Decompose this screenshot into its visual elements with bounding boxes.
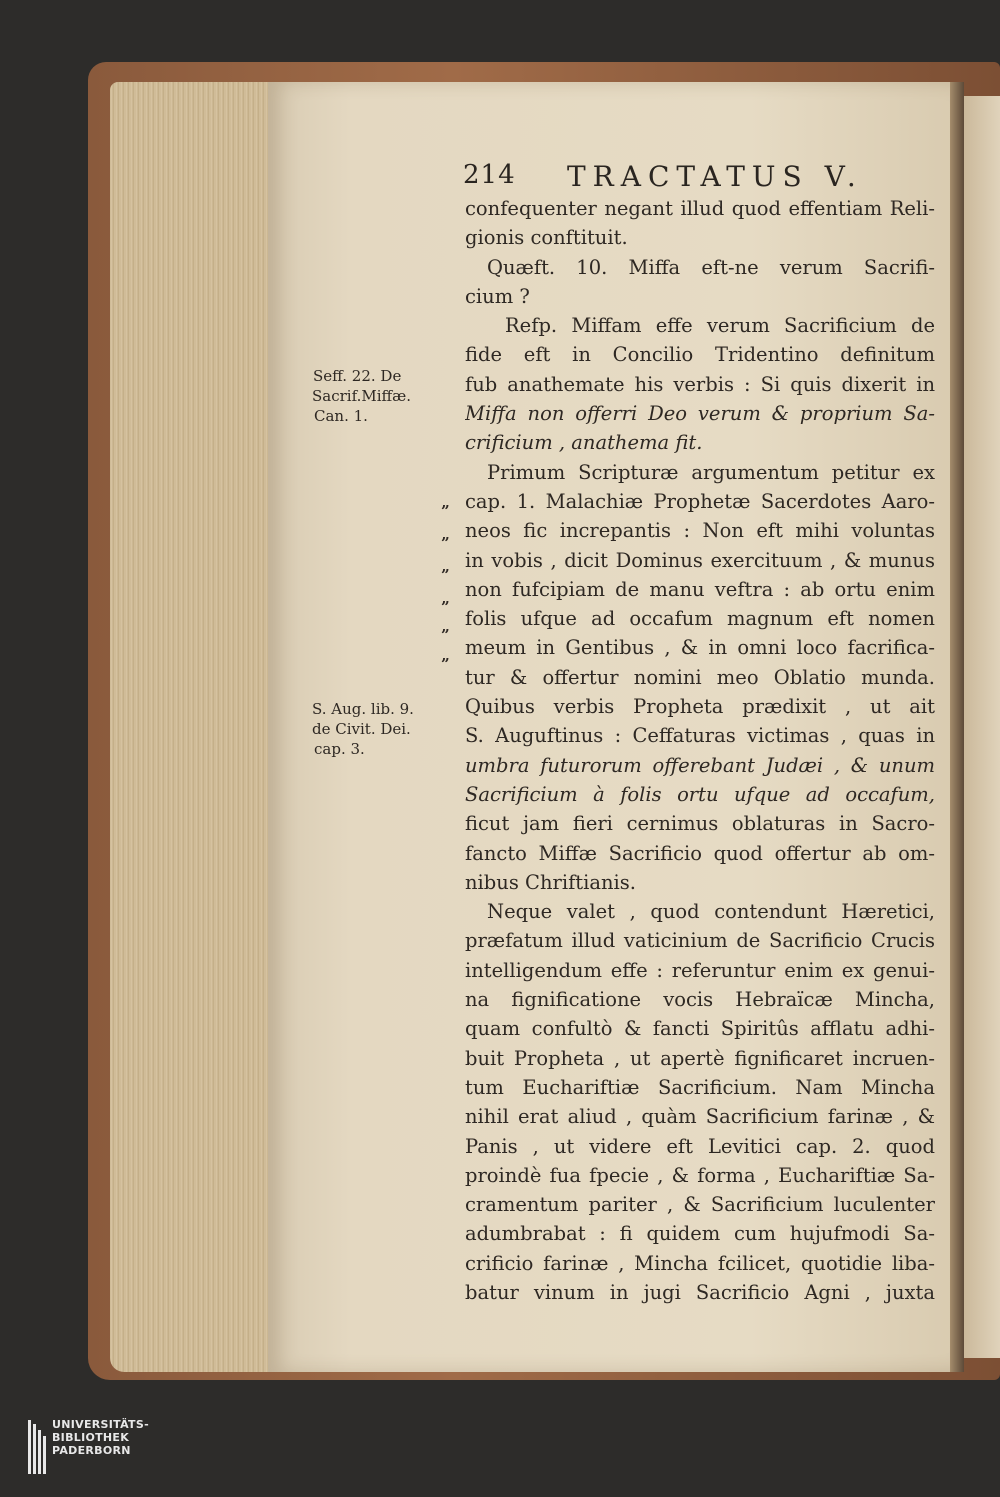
library-logo-icon [28,1420,48,1474]
text-line: batur vinum in jugi Sacrificio Agni , juxta [465,1280,935,1304]
logo-line: BIBLIOTHEK [52,1431,130,1444]
text-line: cap. 1. Malachiæ Prophetæ Sacerdotes Aaro- [465,489,935,513]
margin-note: Seff. 22. De [313,367,402,385]
text-line: cramentum pariter , & Sacrificium luculenter [465,1193,935,1217]
text-line: crificium , anathema fit. [465,431,703,455]
page-number: 214 [463,160,516,190]
text-line: Sacrificium à folis ortu ufque ad occafum, [465,782,935,806]
margin-note: cap. 3. [314,740,365,758]
text-line: tur & offertur nomini meo Oblatio munda. [465,665,935,689]
text-line: proindè fua fpecie , & forma , Euchariftiæ Sa- [465,1163,935,1187]
page-edges [110,82,280,1372]
margin-note: Can. 1. [314,407,368,425]
facing-page-edge [964,96,1000,1358]
text-line: S. Auguftinus : Ceffaturas victimas , quas in [465,724,935,748]
text-line: folis ufque ad occafum magnum eft nomen [465,607,935,631]
quote-mark: ” [441,566,449,584]
text-line: nihil erat aliud , quàm Sacrificium farinæ , & [465,1105,935,1129]
text-line: intelligendum effe : referuntur enim ex genui- [465,958,935,982]
text-line: ficut jam fieri cernimus oblaturas in Sacro- [465,812,935,836]
logo-line: UNIVERSITÄTS- [52,1418,149,1431]
book-gutter [950,82,964,1372]
text-line: fancto Miffæ Sacrificio quod offertur ab om- [465,841,935,865]
text-line: fub anathemate his verbis : Si quis dixerit in [465,372,935,396]
library-footer [0,1402,1000,1497]
text-line: confequenter negant illud quod effentiam Reli- [465,197,935,220]
text-line: Quæft. 10. Miffa eft-ne verum Sacrifi- [487,255,935,279]
quote-mark: ” [441,534,449,552]
margin-note: de Civit. Dei. [312,720,411,738]
text-line: crificio farinæ , Mincha fcilicet, quotidie liba- [465,1251,935,1275]
margin-note: Sacrif.Miffæ. [312,387,412,405]
text-line: Miffa non offerri Deo verum & proprium Sa- [465,402,935,426]
body-text [465,194,935,1307]
text-line: neos fic increpantis : Non eft mihi voluntas [465,519,935,543]
quote-mark: ” [441,655,449,673]
text-line: adumbrabat : fi quidem cum hujufmodi Sa- [465,1222,935,1246]
text-line: fide eft in Concilio Tridentino definitum [465,343,935,367]
text-line: cium ? [465,284,530,308]
text-line: na fignificatione vocis Hebraïcæ Mincha, [465,988,935,1012]
text-line: præfatum illud vaticinium de Sacrificio Crucis [465,929,935,953]
margin-note: S. Aug. lib. 9. [312,700,414,718]
text-line: tum Euchariftiæ Sacrificium. Nam Mincha [465,1075,935,1099]
text-line: umbra futurorum offerebant Judæi , & unum [465,753,935,777]
text-line: meum in Gentibus , & in omni loco facrifica- [465,636,935,660]
text-line: nibus Chriftianis. [465,870,636,894]
text-line: gionis conftituit. [465,226,628,250]
text-line: Primum Scripturæ argumentum petitur ex [487,460,935,484]
text-line: buit Propheta , ut apertè fignificaret incruen- [465,1046,935,1070]
quote-mark: ” [441,626,449,644]
text-line: Refp. Miffam effe verum Sacrificium de [505,314,935,338]
quote-mark: ” [441,502,449,520]
text-line: Panis , ut videre eft Levitici cap. 2. quod [465,1134,935,1158]
text-line: Neque valet , quod contendunt Hæretici, [487,900,935,924]
text-line: non fufcipiam de manu veftra : ab ortu enim [465,577,935,601]
text-line: quam confultò & fancti Spiritûs afflatu adhi- [465,1017,935,1041]
logo-line: PADERBORN [52,1444,131,1457]
text-line: in vobis , dicit Dominus exercituum , & munus [465,548,935,572]
library-logo-text [52,1418,149,1457]
quote-mark: ” [441,598,449,616]
running-head: TRACTATUS V. [567,160,863,193]
text-line: Quibus verbis Propheta prædixit , ut ait [465,695,935,719]
